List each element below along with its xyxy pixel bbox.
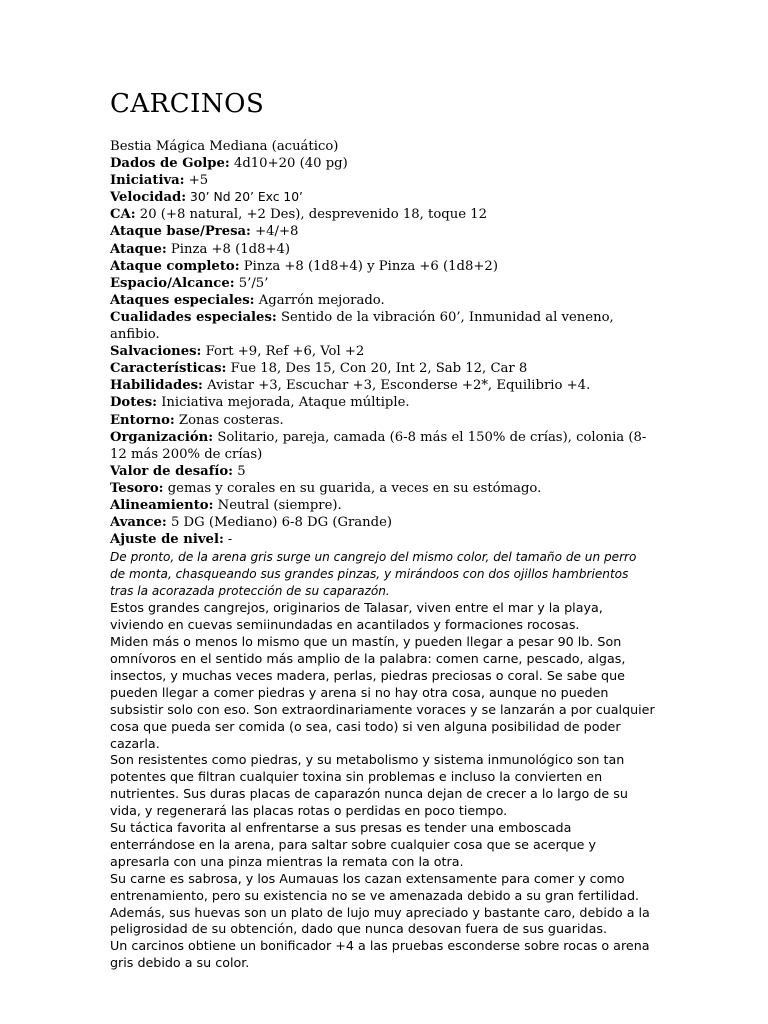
stat-label: Iniciativa:	[110, 173, 185, 189]
stat-value: Agarrón mejorado.	[254, 292, 385, 308]
stat-attack	[110, 241, 655, 258]
stat-block	[110, 138, 655, 548]
stat-label: Dotes:	[110, 395, 158, 411]
paragraph-tactics: Su táctica favorita al enfrentarse a sus presas es tender una emboscada enterrándose en la arena, para saltar sobre cualquier cosa que se acerque y apresarla con una pinza mientras la remata con la otra.	[110, 820, 597, 869]
stat-value: Sentido de la vibración 60’, Inmunidad al veneno, anfibio.	[110, 309, 614, 343]
stat-value: Bestia Mágica Mediana (acuático)	[110, 139, 339, 154]
stat-value: Iniciativa mejorada, Ataque múltiple.	[157, 395, 410, 411]
stat-value: +5	[184, 173, 209, 189]
intro-flavor-text: De pronto, de la arena gris surge un cangrejo del mismo color, del tamaño de un perro de monta, chasqueando sus grandes pinzas, y mirándoos con dos ojillos hambrientos tras la acorazada protección de su caparazón.	[110, 550, 637, 599]
stat-space-reach	[110, 275, 655, 292]
stat-label: Salvaciones:	[110, 344, 202, 360]
stat-label: Ataque completo:	[110, 258, 240, 274]
stat-label: CA:	[110, 207, 136, 223]
stat-label: Avance:	[110, 515, 167, 531]
paragraph-hide-bonus: Un carcinos obtiene un bonificador +4 a las pruebas esconderse sobre rocas o arena gris debido a su color.	[110, 938, 650, 971]
stat-label: Velocidad:	[110, 190, 187, 206]
stat-label: Habilidades:	[110, 378, 203, 394]
stat-special-attacks	[110, 292, 655, 309]
stat-skills	[110, 377, 655, 394]
description-body	[110, 600, 655, 972]
stat-value: Solitario, pareja, camada (6-8 más el 150% de crías), colonia (8-12 más 200% de crías)	[110, 429, 647, 462]
stat-special-qualities	[110, 309, 655, 343]
paragraph-hunting: Su carne es sabrosa, y los Aumauas los cazan extensamente para comer y como entrenamiento, pero su existencia no se ve amenazada debido a su gran fertilidad. Además, sus huevas son un plato de lujo muy apreciado y bastante caro, debido a la peligrosidad de su obtención, dado que nunca desovan fuera de sus guaridas.	[110, 870, 650, 937]
stat-feats	[110, 394, 655, 411]
stat-saves	[110, 343, 655, 360]
paragraph-origin: Estos grandes cangrejos, originarios de Talasar, viven entre el mar y la playa, viviendo en cuevas semiinundadas en acantilados y formaciones rocosas.	[110, 600, 603, 633]
stat-label: Espacio/Alcance:	[110, 275, 235, 291]
stat-value: +4/+8	[250, 224, 299, 240]
stat-label: Ataques especiales:	[110, 292, 255, 308]
stat-base-attack	[110, 223, 655, 240]
stat-value: Pinza +8 (1d8+4)	[166, 241, 291, 257]
stat-treasure	[110, 480, 655, 497]
stat-value: 5	[233, 463, 246, 479]
stat-value: Zonas costeras.	[174, 412, 284, 428]
stat-full-attack	[110, 258, 655, 275]
stat-abilities	[110, 360, 655, 377]
stat-environment	[110, 412, 655, 429]
stat-value: Neutral (siempre).	[213, 497, 342, 513]
stat-value: 5 DG (Mediano) 6-8 DG (Grande)	[166, 515, 393, 531]
stat-value: 30’ Nd 20’ Exc 10’	[186, 190, 303, 205]
page-title: CARCINOS	[110, 89, 265, 119]
stat-value: Pinza +8 (1d8+4) y Pinza +6 (1d8+2)	[239, 258, 498, 274]
stat-value: Fort +9, Ref +6, Vol +2	[201, 344, 365, 360]
stat-speed	[110, 189, 655, 206]
stat-label: Cualidades especiales:	[110, 309, 277, 325]
document-page	[110, 86, 655, 972]
stat-organization	[110, 429, 655, 463]
stat-label: Organización:	[110, 429, 214, 445]
stat-value: Avistar +3, Escuchar +3, Esconderse +2*, Equilibrio +4.	[202, 378, 591, 394]
stat-label: Ataque:	[110, 241, 167, 257]
stat-label: Ajuste de nivel:	[110, 532, 224, 548]
stat-value: Fue 18, Des 15, Con 20, Int 2, Sab 12, Car 8	[226, 361, 528, 377]
stat-label: Tesoro:	[110, 480, 164, 496]
stat-value: 5’/5’	[234, 275, 269, 291]
stat-label: Características:	[110, 361, 227, 377]
stat-armor-class	[110, 206, 655, 223]
stat-level-adjustment	[110, 531, 655, 548]
stat-label: Valor de desafío:	[110, 463, 234, 479]
stat-challenge-rating	[110, 463, 655, 480]
stat-label: Dados de Golpe:	[110, 156, 230, 172]
stat-alignment	[110, 497, 655, 514]
stat-type-line	[110, 138, 655, 155]
paragraph-size-diet: Miden más o menos lo mismo que un mastín, y pueden llegar a pesar 90 lb. Son omnívoros en el sentido más amplio de la palabra: comen carne, pescado, algas, insectos, y muchas veces madera, perlas, piedras preciosas o coral. Se sabe que pueden llegar a comer piedras y arena si no hay otra cosa, aunque no pueden subsistir solo con eso. Son extraordinariamente voraces y se lanzarán a por cualquier cosa que pueda ser comida (o sea, casi todo) si ven alguna posibilidad de poder cazarla.	[110, 634, 655, 751]
stat-value: gemas y corales en su guarida, a veces en su estómago.	[163, 480, 542, 496]
paragraph-resistance: Son resistentes como piedras, y su metabolismo y sistema inmunológico son tan potentes que filtran cualquier toxina sin problemas e incluso la convierten en nutrientes. Sus duras placas de caparazón nunca dejan de crecer a lo largo de su vida, y regenerará las placas rotas o perdidas en poco tiempo.	[110, 752, 628, 819]
stat-value: 4d10+20 (40 pg)	[229, 156, 348, 172]
stat-label: Alineamiento:	[110, 497, 214, 513]
stat-value: -	[223, 532, 233, 547]
stat-value: 20 (+8 natural, +2 Des), desprevenido 18, toque 12	[135, 207, 487, 223]
stat-label: Entorno:	[110, 412, 175, 428]
stat-advancement	[110, 514, 655, 531]
stat-initiative	[110, 172, 655, 189]
stat-label: Ataque base/Presa:	[110, 224, 251, 240]
stat-hit-dice	[110, 155, 655, 172]
